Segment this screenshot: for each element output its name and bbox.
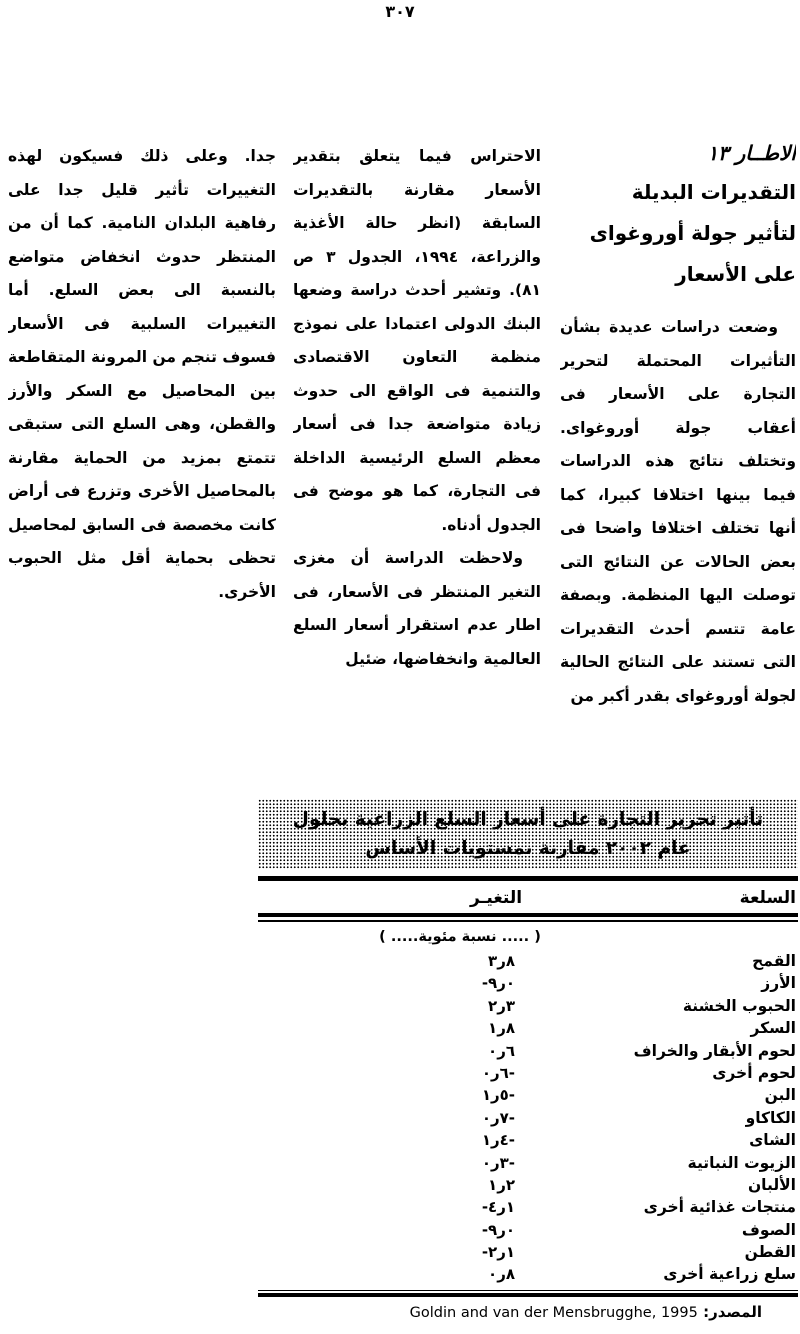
col-header-commodity: السلعة bbox=[739, 888, 796, 908]
change-value: ١ر٨ bbox=[488, 1019, 515, 1038]
unit-note: ( ..... نسبة مئوية..... ) bbox=[379, 929, 541, 945]
change-value: -٩ر٠ bbox=[481, 974, 515, 993]
table-row bbox=[258, 1219, 798, 1241]
table-row bbox=[258, 1196, 798, 1218]
table-row bbox=[258, 1017, 798, 1039]
change-value: ٠ر٣- bbox=[481, 1153, 515, 1172]
change-value: ١ر٤- bbox=[481, 1131, 515, 1150]
column-middle bbox=[293, 140, 541, 798]
body-paragraph: ولاحظت الدراسة أن مغزى التغير المنتظر فى الأسعار، فى اطار عدم استقرار أسعار السلع العالمية وانخفاضها، ضئيل bbox=[293, 549, 541, 668]
change-value: -٢ر١ bbox=[481, 1243, 515, 1262]
body-paragraph: وضعت دراسات عديدة بشأن التأثيرات المحتملة لتحرير التجارة على الأسعار فى أعقاب جولة أوروغواى. وتختلف نتائج هذه الدراسات فيما بينها اختلافا كبيرا، كما أنها تختلف اختلافا واضحا فى بعض الحالات عن النتائج التى توصلت اليها المنظمة. وبصفة عامة تتسم أحدث التقديرات التى تستند على النتائج الحالية لجولة أوروغواى بقدر أكبر من bbox=[560, 318, 796, 705]
box-title-line-3: على الأسعار bbox=[675, 262, 796, 286]
commodity-name: منتجات غذائية أخرى bbox=[643, 1198, 796, 1217]
source-label: المصدر: bbox=[703, 1302, 762, 1321]
table-row bbox=[258, 1152, 798, 1174]
table-source bbox=[258, 1303, 798, 1321]
commodity-name: البن bbox=[764, 1086, 796, 1105]
table-row bbox=[258, 1174, 798, 1196]
commodity-name: القمح bbox=[752, 952, 796, 970]
commodity-name: السكر bbox=[750, 1019, 796, 1038]
commodity-name: الزيوت النباتية bbox=[687, 1153, 796, 1172]
col-header-change: التغيـر bbox=[470, 888, 523, 908]
table-row bbox=[258, 972, 798, 994]
commodity-name: القطن bbox=[744, 1243, 796, 1262]
page-number: ٣٠٧ bbox=[385, 2, 415, 21]
commodity-name: الأرز bbox=[761, 974, 796, 993]
box-title-line-2: لتأثير جولة أوروغواى bbox=[589, 221, 796, 245]
table-header-row bbox=[258, 876, 798, 917]
change-value: ٠ر٨ bbox=[488, 1265, 515, 1284]
price-effects-table bbox=[258, 799, 798, 1321]
table-rows bbox=[258, 950, 798, 1286]
commodity-name: لحوم الأبقار والخراف bbox=[633, 1041, 796, 1060]
commodity-name: الكاكاو bbox=[745, 1108, 796, 1127]
table-row bbox=[258, 1062, 798, 1084]
box-title-line-1: التقديرات البديلة bbox=[631, 180, 796, 204]
column-right bbox=[560, 134, 796, 796]
change-value: ٠ر٧- bbox=[481, 1108, 515, 1127]
table-bottom-rule-thin bbox=[258, 1290, 798, 1291]
table-row bbox=[258, 1107, 798, 1129]
table-row bbox=[258, 1129, 798, 1151]
box-kicker: الاطــار ١٣ bbox=[707, 141, 796, 165]
commodity-name: سلع زراعية أخرى bbox=[663, 1265, 796, 1284]
column-left bbox=[8, 140, 276, 798]
change-value: ١ر٥- bbox=[481, 1086, 515, 1105]
table-bottom-rule-thick bbox=[258, 1293, 798, 1297]
change-value: ١ر٢ bbox=[488, 1175, 515, 1194]
commodity-name: الحبوب الخشنة bbox=[682, 996, 796, 1015]
commodity-name: لحوم أخرى bbox=[712, 1063, 796, 1082]
commodity-name: الألبان bbox=[747, 1175, 796, 1194]
table-row bbox=[258, 1040, 798, 1062]
table-title: تأثير تحرير التجارة على أسعار السلع الزراعية بحلول عام ٢٠٠٢ مقارنة بمستويات الأساس bbox=[258, 799, 798, 869]
change-value: -٤ر١ bbox=[481, 1198, 515, 1217]
table-row bbox=[258, 1241, 798, 1263]
body-paragraph: جدا. وعلى ذلك فسيكون لهذه التغييرات تأثير قليل جدا على رفاهية البلدان النامية. كما أن من المنتظر حدوث انخفاض متواضع بالنسبة الى بعض السلع. أما التغييرات السلبية فى الأسعار فسوف تنجم من المرونة المتقاطعة بين المحاصيل مع السكر والأرز والقطن، وهى السلع التى ستبقى تتمتع بمزيد من الحماية مقارنة بالمحاصيل الأخرى وتزرع فى أراض كانت مخصصة فى السابق لمحاصيل تحظى بحماية أقل مثل الحبوب الأخرى. bbox=[8, 147, 276, 601]
table-row bbox=[258, 1084, 798, 1106]
table-row bbox=[258, 995, 798, 1017]
commodity-name: الشاى bbox=[749, 1131, 796, 1150]
change-value: ٣ر٨ bbox=[488, 952, 515, 970]
table-row bbox=[258, 1263, 798, 1285]
table-row bbox=[258, 950, 798, 972]
change-value: ٠ر٦- bbox=[481, 1063, 515, 1082]
change-value: -٩ر٠ bbox=[481, 1220, 515, 1239]
source-text: Goldin and van der Mensbrugghe, 1995 bbox=[409, 1304, 698, 1321]
change-value: ٠ر٦ bbox=[488, 1041, 515, 1060]
commodity-name: الصوف bbox=[741, 1220, 796, 1239]
body-paragraph: الاحتراس فيما يتعلق بتقدير الأسعار مقارنة بالتقديرات السابقة (انظر حالة الأغذية والزراعة، ١٩٩٤، الجدول ٣ ص ٨١). وتشير أحدث دراسة وضعها البنك الدولى اعتمادا على نموذج منظمة التعاون الاقتصادى والتنمية فى الواقع الى حدوث زيادة متواضعة جدا فى أسعار معظم السلع الرئيسية الداخلة فى التجارة، كما هو موضح فى الجدول أدناه. bbox=[293, 147, 541, 534]
change-value: ٢ر٣ bbox=[488, 996, 515, 1015]
